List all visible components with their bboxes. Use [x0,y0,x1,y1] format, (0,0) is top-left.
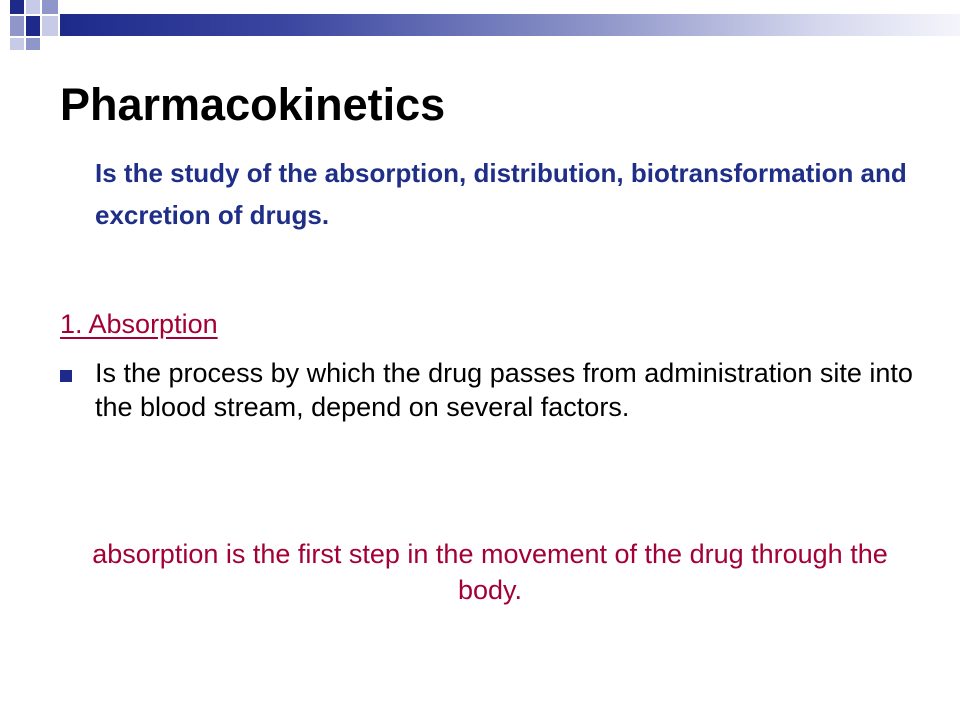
header-decoration-square [10,0,24,14]
header-decoration-square [26,38,40,50]
header-gradient-bar [60,14,960,36]
closing-statement: absorption is the first step in the movement of the drug through the body. [92,539,888,605]
header-decoration-square [42,0,58,14]
definition-text: Is the study of the absorption, distribution, biotransformation and excretion of drugs. [95,158,907,230]
square-bullet-icon [60,370,72,382]
slide-title: Pharmacokinetics [60,79,446,130]
section-heading: 1. Absorption [60,309,218,339]
header-decoration-square [26,16,40,36]
header-decoration-square [42,16,58,36]
header-decoration-square [26,0,40,14]
header-decoration-square [10,16,24,36]
header-decoration-square [10,38,24,50]
bullet-text: Is the process by which the drug passes from administration site into the blood stream, depend on several factors. [95,358,913,422]
